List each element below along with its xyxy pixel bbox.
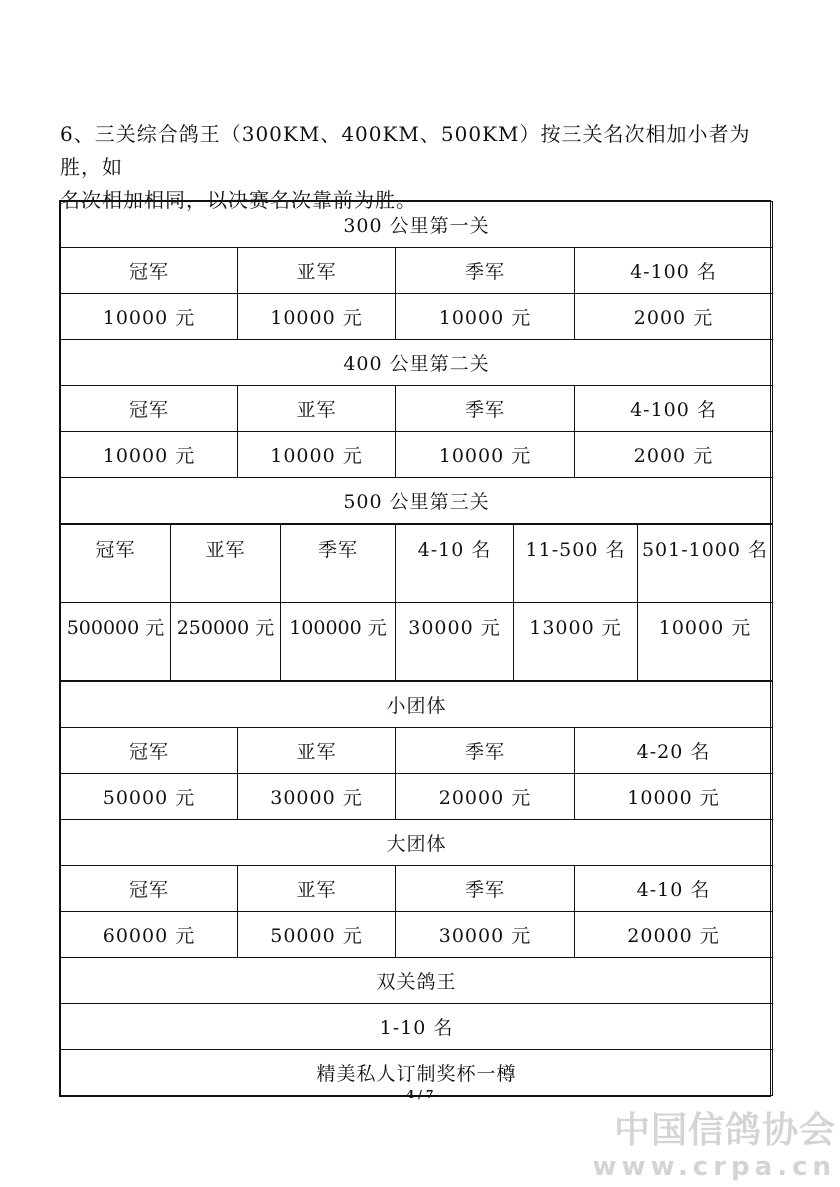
watermark-url: www.crpa.cn [592, 1152, 836, 1182]
stage3-value-1: 500000 元 [61, 603, 171, 681]
stage3-header-1: 冠军 [61, 525, 171, 603]
stage1-title: 300 公里第一关 [61, 202, 773, 248]
stage2-value-row [61, 432, 773, 478]
stage2-header-4: 4-100 名 [575, 386, 773, 432]
stage2-value-2: 10000 元 [238, 432, 396, 478]
big-team-value-row [61, 912, 773, 958]
intro-line-1: 6、三关综合鸽王（300KM、400KM、500KM）按三关名次相加小者为胜，如 [60, 122, 751, 179]
stage2-title: 400 公里第二关 [61, 340, 773, 386]
stage1-header-1: 冠军 [61, 248, 238, 294]
small-team-header-2: 亚军 [238, 728, 396, 774]
stage2-value-1: 10000 元 [61, 432, 238, 478]
big-team-header-row [61, 866, 773, 912]
small-team-value-4: 10000 元 [575, 774, 773, 820]
stage1-value-1: 10000 元 [61, 294, 238, 340]
stage2-value-3: 10000 元 [396, 432, 575, 478]
double-king-title-row [61, 958, 773, 1004]
big-team-value-1: 60000 元 [61, 912, 238, 958]
small-team-value-1: 50000 元 [61, 774, 238, 820]
small-team-value-row [61, 774, 773, 820]
stage2-value-4: 2000 元 [575, 432, 773, 478]
stage1-header-row [61, 248, 773, 294]
small-team-header-1: 冠军 [61, 728, 238, 774]
stage3-header-2: 亚军 [171, 525, 281, 603]
small-team-header-3: 季军 [396, 728, 575, 774]
small-team-title: 小团体 [61, 682, 773, 728]
big-team-header-3: 季军 [396, 866, 575, 912]
stage1-header-4: 4-100 名 [575, 248, 773, 294]
big-team-value-4: 20000 元 [575, 912, 773, 958]
stage3-header-6: 501-1000 名 [638, 525, 773, 603]
small-team-value-3: 20000 元 [396, 774, 575, 820]
big-team-header-4: 4-10 名 [575, 866, 773, 912]
small-team-header-4: 4-20 名 [575, 728, 773, 774]
prize-table [59, 200, 771, 1097]
stage3-value-2: 250000 元 [171, 603, 281, 681]
watermark-name: 中国信鸽协会 [613, 1110, 836, 1151]
stage3-value-row [61, 603, 773, 681]
stage3-value-4: 30000 元 [396, 603, 514, 681]
small-team-header-row [61, 728, 773, 774]
stage1-value-3: 10000 元 [396, 294, 575, 340]
stage3-value-6: 10000 元 [638, 603, 773, 681]
big-team-header-2: 亚军 [238, 866, 396, 912]
small-team-title-row [61, 682, 773, 728]
big-team-title-row [61, 820, 773, 866]
big-team-value-3: 30000 元 [396, 912, 575, 958]
stage2-header-2: 亚军 [238, 386, 396, 432]
stage3-header-5: 11-500 名 [514, 525, 638, 603]
stage1-value-4: 2000 元 [575, 294, 773, 340]
big-team-value-2: 50000 元 [238, 912, 396, 958]
stage2-header-row [61, 386, 773, 432]
stage3-header-row [61, 525, 773, 603]
stage2-title-row [61, 340, 773, 386]
stage1-value-2: 10000 元 [238, 294, 396, 340]
stage3-header-3: 季军 [281, 525, 396, 603]
stage1-header-2: 亚军 [238, 248, 396, 294]
stage3-title-row [61, 478, 773, 524]
small-team-value-2: 30000 元 [238, 774, 396, 820]
stage1-value-row [61, 294, 773, 340]
stage1-title-row [61, 202, 773, 248]
double-king-range: 1-10 名 [61, 1004, 773, 1050]
stage1-header-3: 季军 [396, 248, 575, 294]
double-king-range-row [61, 1004, 773, 1050]
big-team-header-1: 冠军 [61, 866, 238, 912]
stage3-value-3: 100000 元 [281, 603, 396, 681]
stage3-header-4: 4-10 名 [396, 525, 514, 603]
intro-line-2: 名次相加相同，以决赛名次靠前为胜。 [60, 188, 417, 212]
double-king-prize: 精美私人订制奖杯一樽 [61, 1050, 773, 1096]
stage3-title: 500 公里第三关 [61, 478, 773, 524]
big-team-title: 大团体 [61, 820, 773, 866]
double-king-title: 双关鸽王 [61, 958, 773, 1004]
watermark [593, 1110, 836, 1182]
stage2-header-1: 冠军 [61, 386, 238, 432]
stage2-header-3: 季军 [396, 386, 575, 432]
stage3-value-5: 13000 元 [514, 603, 638, 681]
page-number: 4 / 7 [406, 1088, 434, 1101]
